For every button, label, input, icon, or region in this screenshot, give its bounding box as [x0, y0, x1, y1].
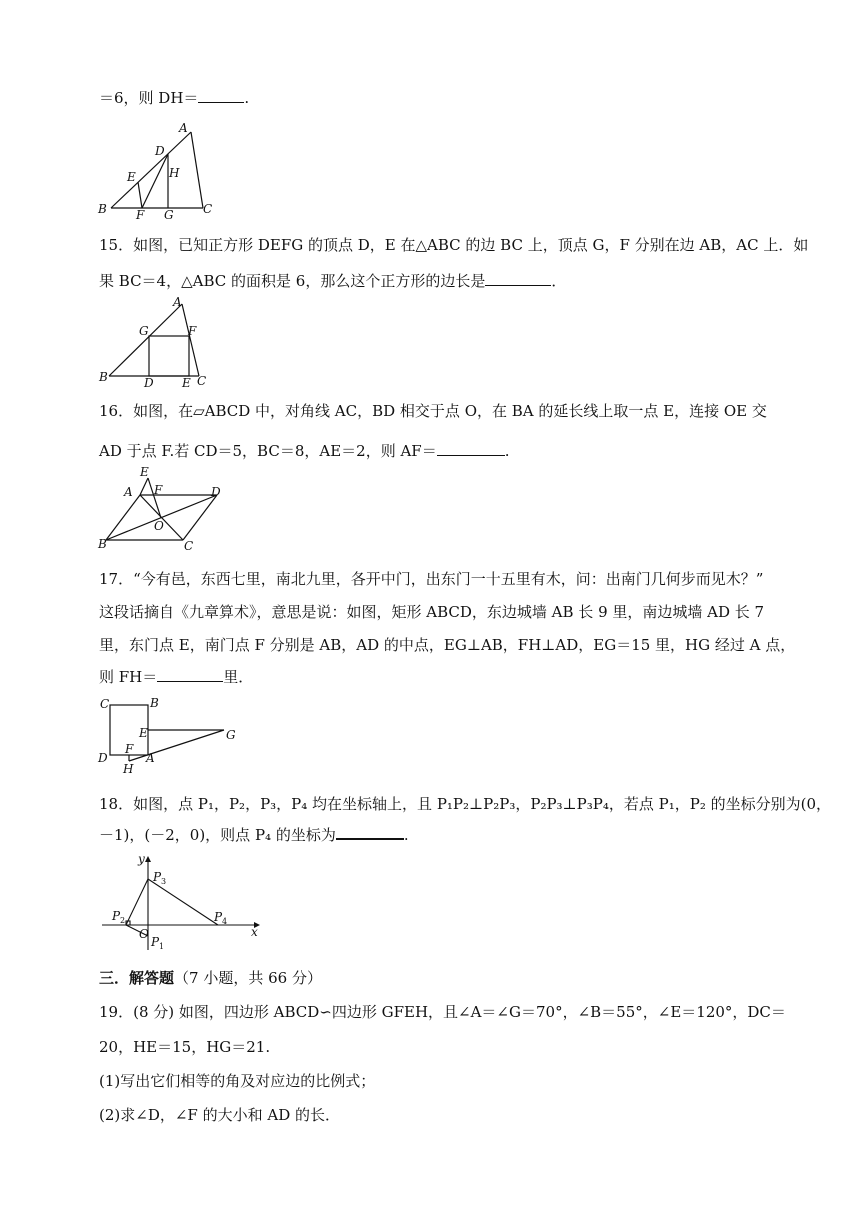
q17-label-c: C — [100, 697, 110, 711]
q17-text-after: 里． — [223, 668, 254, 686]
q15-figure — [96, 292, 226, 392]
q15-label-a: A — [173, 295, 182, 309]
q18-text-before: －1)，(－2，0)，则点 P₄ 的坐标为 — [99, 826, 336, 844]
q18-label-p3: P — [153, 870, 162, 884]
q17-line-1: 17．“今有邑，东西七里，南北九里，各开中门，出东门一十五里有木，问：出南门几何步而见木？” — [99, 570, 764, 588]
q15-line-2 — [99, 271, 566, 291]
q14-figure — [96, 120, 226, 220]
q18-label-p4-sub: 4 — [222, 917, 228, 926]
q16-text-before: AD 于点 F.若 CD＝5，BC＝8，AE＝2，则 AF＝ — [99, 442, 437, 460]
q14-label-b: B — [98, 202, 107, 216]
q17-line-4 — [99, 667, 253, 687]
q16-label-o: O — [154, 519, 164, 533]
q15-text-before: 果 BC＝4，△ABC 的面积是 6，那么这个正方形的边长是 — [99, 272, 486, 290]
q18-label-p2-sub: 2 — [120, 916, 126, 925]
q18-label-p3-sub: 3 — [161, 877, 167, 886]
q16-label-d: D — [211, 485, 221, 499]
q14-label-g: G — [164, 208, 174, 220]
q18-answer-blank[interactable] — [336, 824, 404, 840]
section-3-title: 三．解答题 — [99, 969, 175, 987]
q18-text-after: . — [403, 826, 409, 844]
q18-line-1: 18．如图，点 P₁，P₂，P₃，P₄ 均在坐标轴上，且 P₁P₂⊥P₂P₃，P₂P₃⊥P₃P₄，若点 P₁，P₂ 的坐标分别为(0， — [99, 795, 832, 813]
q16-text-after: . — [504, 442, 510, 460]
section-3-heading — [99, 968, 322, 988]
q18-label-y: y — [138, 852, 145, 866]
q15-label-e: E — [182, 376, 191, 390]
q18-line-2 — [99, 824, 409, 845]
q15-label-d: D — [144, 376, 154, 390]
q17-label-e: E — [139, 726, 148, 740]
q18-label-o: O — [139, 927, 149, 941]
q15-label-c: C — [197, 374, 207, 388]
q18-label-p2: P — [112, 909, 121, 923]
q17-text-before: 则 FH＝ — [99, 668, 158, 686]
q16-label-b: B — [98, 537, 107, 551]
q19-line-1: 19．(8 分) 如图，四边形 ABCD∽四边形 GFEH，且∠A＝∠G＝70°，∠B＝55°，∠E＝120°，DC＝ — [99, 1003, 786, 1021]
q14-label-h: H — [169, 166, 180, 180]
q16-figure — [96, 462, 246, 554]
q17-line-3: 里，东门点 E，南门点 F 分别是 AB，AD 的中点，EG⊥AB，FH⊥AD，EG＝15 里，HG 经过 A 点， — [99, 636, 796, 654]
q14-answer-line — [99, 88, 249, 108]
q15-text-after: ． — [551, 272, 567, 290]
q19-part-1: (1)写出它们相等的角及对应边的比例式； — [99, 1072, 376, 1090]
q17-label-f: F — [125, 742, 134, 756]
q14-label-c: C — [203, 202, 213, 216]
q17-label-h: H — [123, 762, 134, 775]
q17-label-b: B — [150, 696, 159, 710]
q17-answer-blank[interactable] — [157, 667, 223, 682]
q19-line-2: 20，HE＝15，HG＝21. — [99, 1038, 271, 1056]
q16-answer-blank[interactable] — [437, 441, 505, 456]
q17-label-d: D — [98, 751, 108, 765]
q15-label-f: F — [188, 324, 197, 338]
q17-figure — [96, 695, 246, 775]
q15-label-b: B — [99, 370, 108, 384]
q17-label-a: A — [146, 751, 155, 765]
q17-line-2: 这段话摘自《九章算术》，意思是说：如图，矩形 ABCD，东边城墙 AB 长 9 里，南边城墙 AD 长 7 — [99, 603, 765, 621]
q14-label-d: D — [155, 144, 165, 158]
q18-figure — [96, 850, 266, 954]
q18-label-x: x — [251, 925, 258, 939]
q16-label-c: C — [184, 539, 194, 553]
q14-text-after: . — [244, 89, 250, 107]
section-3-note: （7 小题，共 66 分） — [174, 969, 322, 987]
q17-label-g: G — [226, 728, 236, 742]
q16-label-e: E — [140, 465, 149, 479]
q18-label-p1: P — [151, 935, 160, 949]
q14-label-e: E — [127, 170, 136, 184]
q14-label-f: F — [136, 208, 145, 220]
q15-label-g: G — [139, 324, 149, 338]
q15-answer-blank[interactable] — [485, 271, 551, 286]
q18-label-p1-sub: 1 — [159, 942, 165, 951]
q14-text-before: ＝6，则 DH＝ — [99, 89, 199, 107]
q16-line-1: 16．如图，在▱ABCD 中，对角线 AC，BD 相交于点 O，在 BA 的延长线上取一点 E，连接 OE 交 — [99, 402, 767, 420]
q14-answer-blank[interactable] — [198, 88, 244, 103]
q14-label-a: A — [179, 121, 188, 135]
q16-label-a: A — [124, 485, 133, 499]
q16-label-f: F — [154, 483, 163, 497]
q19-part-2: (2)求∠D，∠F 的大小和 AD 的长． — [99, 1106, 340, 1124]
q16-line-2 — [99, 441, 510, 461]
q18-label-p4: P — [214, 910, 223, 924]
q15-line-1: 15．如图，已知正方形 DEFG 的顶点 D，E 在△ABC 的边 BC 上，顶点 G，F 分别在边 AB，AC 上．如 — [99, 236, 809, 254]
